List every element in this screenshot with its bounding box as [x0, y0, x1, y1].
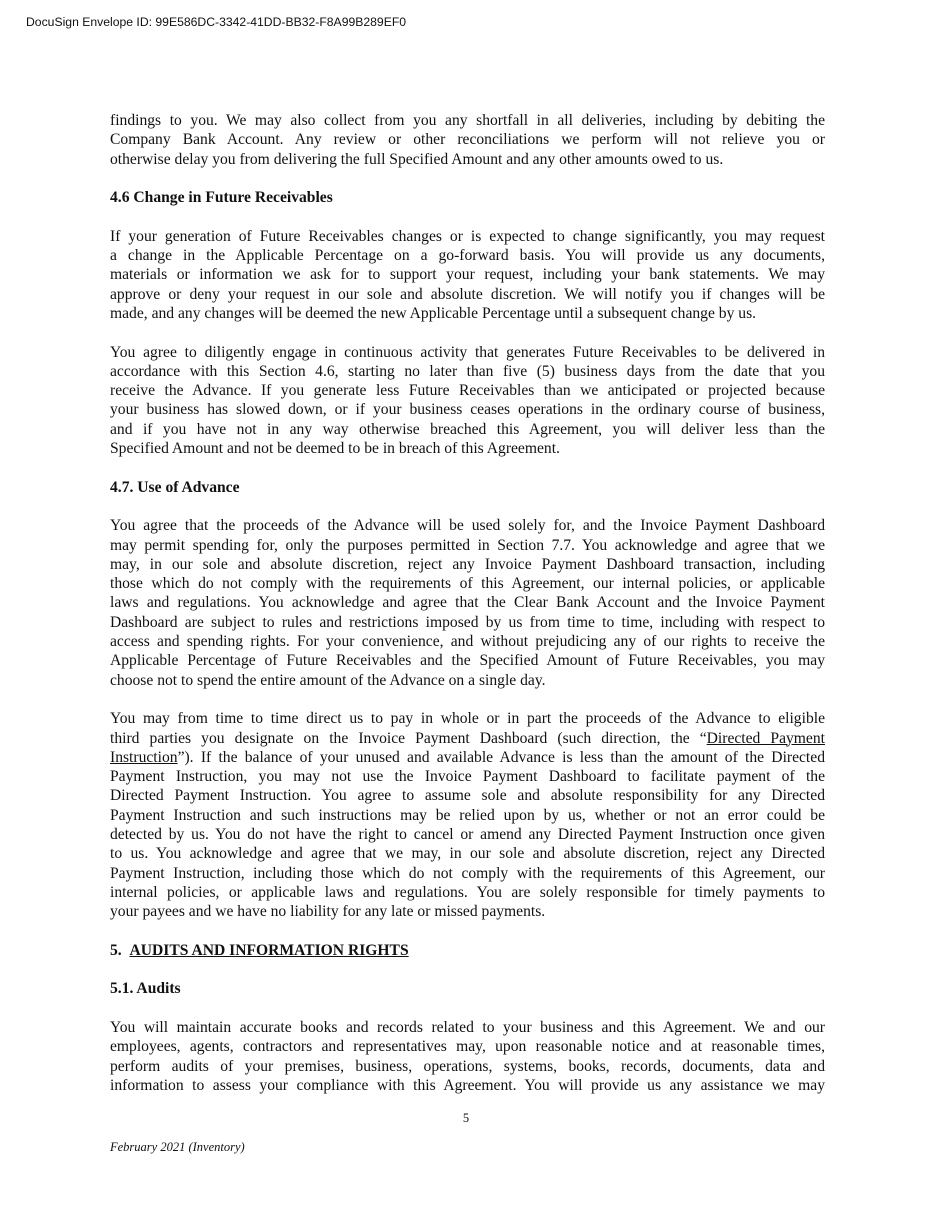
text-line: Specified Amount and not be deemed to be in breach of this Agreement.	[110, 440, 560, 458]
text-line: your business has slowed down, or if your business ceases operations in the ordinary course of business,	[110, 401, 825, 419]
text-line: Payment Instruction, you may not use the Invoice Payment Dashboard to facilitate payment of the	[110, 768, 825, 786]
text-line: Payment Instruction and such instructions may be relied upon by us, whether or not an error could be	[110, 806, 825, 824]
text-line: approve or deny your request in our sole and absolute discretion. We will notify you if changes will be	[110, 285, 825, 303]
text-line: access and spending rights. For your convenience, and without prejudicing any of our rights to receive the	[110, 633, 825, 651]
text-line: choose not to spend the entire amount of the Advance on a single day.	[110, 671, 546, 689]
text-line: may permit spending for, only the purposes permitted in Section 7.7. You acknowledge and agree that we	[110, 536, 825, 554]
text-line: If your generation of Future Receivables changes or is expected to change significantly, you may request	[110, 227, 825, 245]
text-line: made, and any changes will be deemed the new Applicable Percentage until a subsequent change by us.	[110, 304, 757, 322]
section-number: 5.	[110, 941, 122, 959]
text-line: accordance with this Section 4.6, starting no later than five (5) business days from the date that you	[110, 362, 825, 380]
docusign-envelope-id: DocuSign Envelope ID: 99E586DC-3342-41DD-BB32-F8A99B289EF0	[26, 15, 407, 29]
text-line: You agree to diligently engage in continuous activity that generates Future Receivables to be delivered in	[110, 343, 825, 361]
paragraph-change-request	[110, 227, 825, 323]
text-line: may, in our sole and absolute discretion, reject any Invoice Payment Dashboard transaction, including	[110, 555, 825, 573]
page-number: 5	[462, 1111, 470, 1125]
text-fragment: third parties you designate on the Invoice Payment Dashboard (such direction, the “	[110, 729, 707, 747]
text-line: Company Bank Account. Any review or other reconciliations we perform will not relieve you or	[110, 131, 825, 149]
text-line: You will maintain accurate books and records related to your business and this Agreement. We and our	[110, 1018, 825, 1036]
text-line: Directed Payment Instruction. You agree to assume sole and absolute responsibility for any Directed	[110, 787, 825, 805]
text-line: Applicable Percentage of Future Receivables and the Specified Amount of Future Receivables, you may	[110, 652, 825, 670]
text-line: You agree that the proceeds of the Advance will be used solely for, and the Invoice Payment Dashboard	[110, 517, 825, 535]
text-line	[110, 729, 825, 748]
paragraph-diligent-activity	[110, 343, 825, 459]
text-line: perform audits of your premises, business, operations, systems, books, records, documents, data and	[110, 1057, 825, 1075]
text-line: laws and regulations. You acknowledge and agree that the Clear Bank Account and the Invoice Payment	[110, 594, 825, 612]
text-line: detected by us. You do not have the right to cancel or amend any Directed Payment Instruction once given	[110, 825, 825, 843]
text-line	[110, 748, 825, 767]
text-line: You may from time to time direct us to pay in whole or in part the proceeds of the Advance to eligible	[110, 710, 825, 728]
section-heading-5	[110, 941, 825, 960]
section-heading-4-6: 4.6 Change in Future Receivables	[110, 189, 333, 207]
text-line: receive the Advance. If you generate less Future Receivables than we anticipated or projected because	[110, 382, 825, 400]
defined-term-instruction: Instruction	[110, 748, 178, 766]
paragraph-use-of-advance	[110, 516, 825, 690]
paragraph-audits	[110, 1018, 825, 1095]
section-heading-4-7: 4.7. Use of Advance	[110, 478, 240, 496]
defined-term-directed-payment: Directed Payment	[706, 729, 825, 747]
text-line: Dashboard are subject to rules and restrictions imposed by us from time to time, including with respect to	[110, 613, 825, 631]
section-heading-5-1: 5.1. Audits	[110, 980, 181, 998]
document-page	[110, 111, 825, 1095]
text-line: to us. You acknowledge and agree that we may, in our sole and absolute discretion, reject any Directed	[110, 845, 825, 863]
paragraph-directed-payment	[110, 709, 825, 921]
text-line: your payees and we have no liability for any late or missed payments.	[110, 903, 546, 921]
footer-date: February 2021 (Inventory)	[110, 1140, 245, 1154]
text-line: internal policies, or applicable laws and regulations. You are solely responsible for timely payments to	[110, 883, 825, 901]
paragraph-findings	[110, 111, 825, 169]
text-line: otherwise delay you from delivering the full Specified Amount and any other amounts owed to us.	[110, 150, 724, 168]
text-line: findings to you. We may also collect from you any shortfall in all deliveries, including by debiting the	[110, 112, 825, 129]
text-line: materials or information we ask for to support your request, including your bank statements. We may	[110, 266, 825, 284]
text-fragment: ”). If the balance of your unused and available Advance is less than the amount of the Directed	[177, 748, 825, 766]
text-line: information to assess your compliance with this Agreement. You will provide us any assistance we may	[110, 1076, 825, 1094]
text-line: and if you have not in any way otherwise breached this Agreement, you will deliver less than the	[110, 420, 825, 438]
text-line: Payment Instruction, including those which do not comply with the requirements of this Agreement, our	[110, 864, 825, 882]
text-line: employees, agents, contractors and representatives may, upon reasonable notice and at reasonable times,	[110, 1038, 825, 1056]
text-line: a change in the Applicable Percentage on a go-forward basis. You will provide us any documents,	[110, 247, 825, 265]
section-title: AUDITS AND INFORMATION RIGHTS	[129, 941, 409, 959]
text-line: those which do not comply with the requirements of this Agreement, our internal policies, or applicable	[110, 575, 825, 593]
